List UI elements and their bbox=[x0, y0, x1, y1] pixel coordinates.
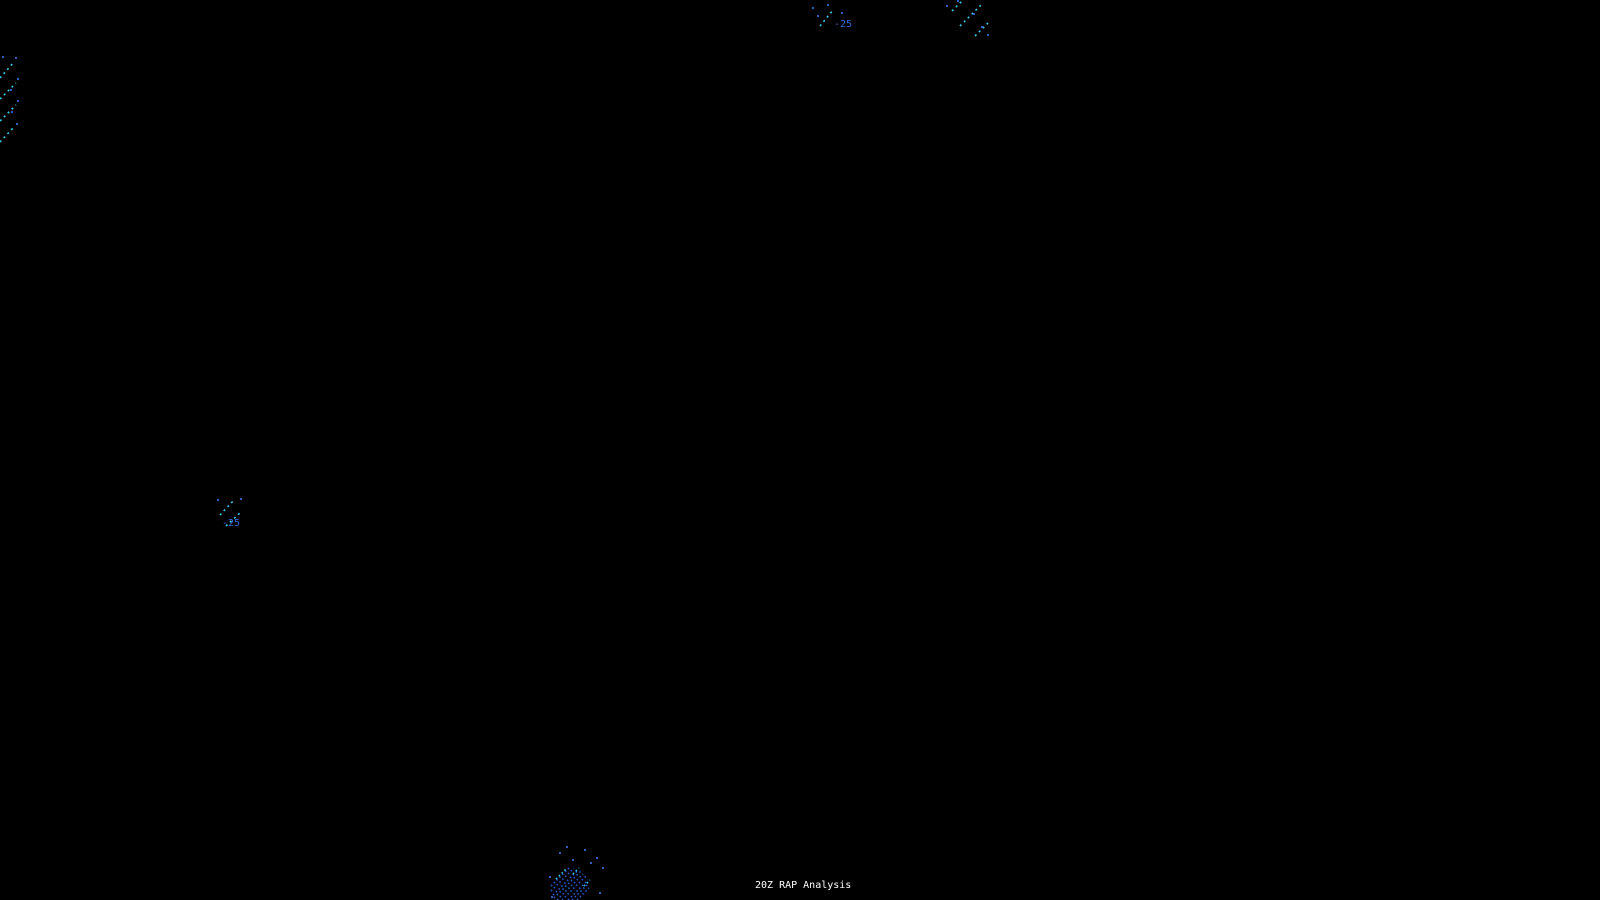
contour-label: -25 bbox=[834, 19, 853, 30]
analysis-title: 20Z RAP Analysis bbox=[755, 880, 852, 891]
contour-label: -25 bbox=[222, 518, 241, 529]
